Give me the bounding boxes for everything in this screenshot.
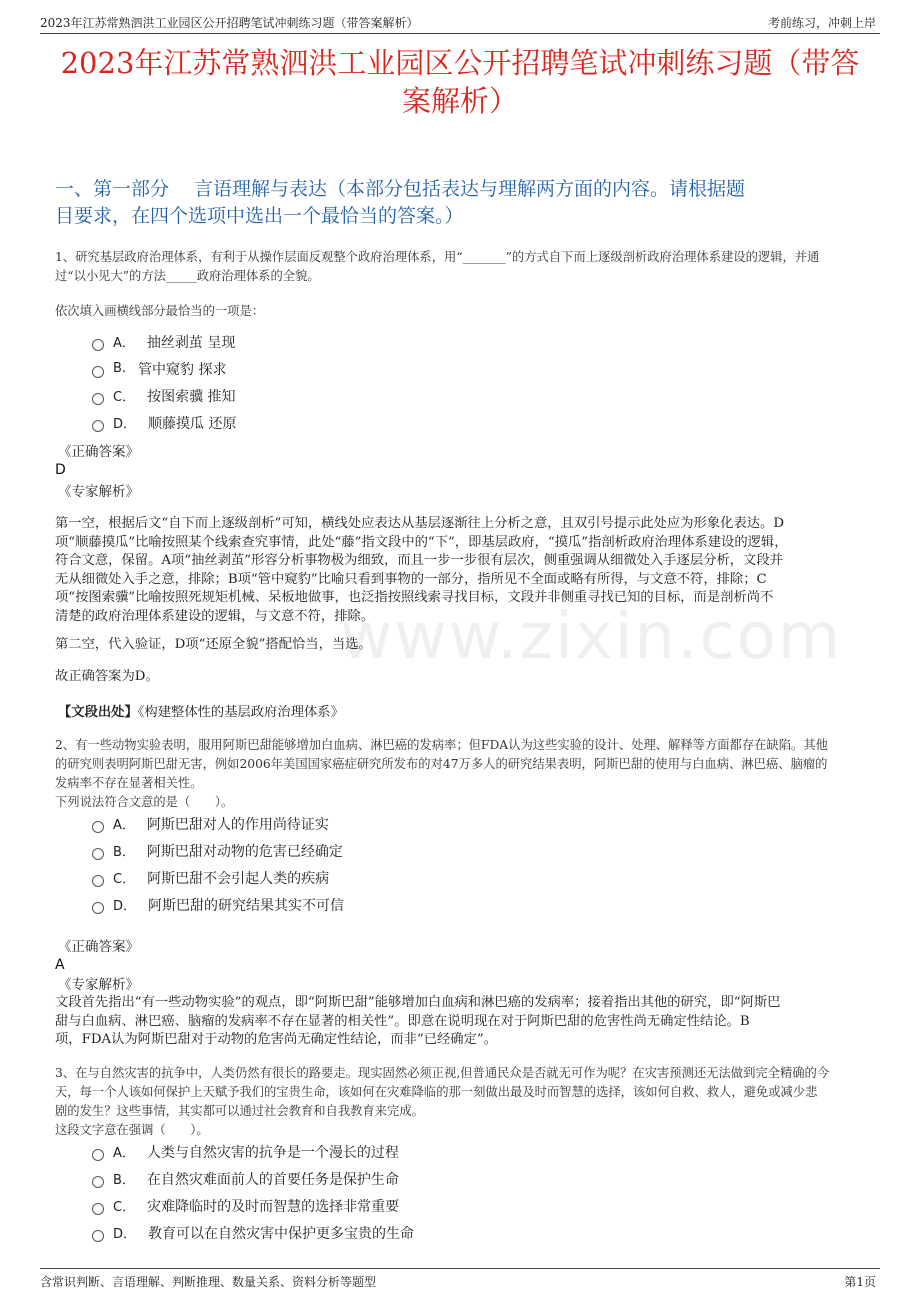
radio-button[interactable] — [92, 1149, 104, 1161]
page-footer — [40, 1268, 880, 1290]
header-doc-title: 2023年江苏常熟泗洪工业园区公开招聘笔试冲刺练习题（带答案解析） — [40, 16, 419, 30]
question-1-prompt: 依次填入画横线部分最恰当的一项是： — [55, 304, 265, 318]
question-1-answer-label: 《正确答案》 — [58, 444, 139, 460]
question-1-answer: D — [55, 462, 66, 478]
question-1-options — [92, 328, 692, 436]
analysis-line: 甜与白血病、淋巴癌、脑瘤的发病率不存在显著的相关性”。即意在说明现在对于阿斯巴甜的危害性尚无确定性结论。B — [55, 1013, 750, 1029]
option-text: 顺藤摸瓜 还原 — [148, 415, 237, 432]
option-letter: C． — [113, 1200, 136, 1215]
question-2-text — [55, 736, 865, 812]
section-heading-line-1: 一、第一部分 言语理解与表达（本部分包括表达与理解两方面的内容。请根据题 — [55, 178, 746, 200]
question-1-text — [55, 248, 865, 286]
question-2-option-c[interactable] — [92, 864, 692, 891]
question-1-analysis-label: 《专家解析》 — [58, 484, 139, 500]
radio-button[interactable] — [92, 339, 104, 351]
document-title-line-2: 案解析） — [401, 84, 518, 118]
question-2-analysis — [55, 994, 865, 1050]
question-1-option-c[interactable] — [92, 382, 692, 409]
option-text: 灾难降临时的及时而智慧的选择非常重要 — [147, 1198, 400, 1215]
radio-button[interactable] — [92, 821, 104, 833]
section-heading-line-2: 目要求，在四个选项中选出一个最恰当的答案。） — [55, 205, 464, 227]
document-title-line-1: 2023年江苏常熟泗洪工业园区公开招聘笔试冲刺练习题（带答 — [60, 46, 860, 80]
question-1-option-b[interactable] — [92, 355, 692, 382]
option-text: 按图索骥 推知 — [147, 388, 236, 405]
analysis-line: 清楚的政府治理体系建设的逻辑，与文意不符，排除。 — [55, 608, 375, 624]
question-2-line: 下列说法符合文意的是（ ）。 — [55, 795, 234, 809]
option-letter: D． — [113, 417, 137, 432]
analysis-line: 项“顺藤摸瓜”比喻按照某个线索查究事情，此处“藤”指文段中的“下”，即基层政府，“摸瓜”指剖析政府治理体系建设的逻辑， — [55, 534, 788, 550]
analysis-line: 无从细微处入手之意，排除；B项“管中窥豹”比喻只看到事物的一部分，指所见不全面或略有所得，与文意不符，排除；C — [55, 571, 767, 587]
option-text: 阿斯巴甜对人的作用尚待证实 — [146, 816, 329, 833]
page-number: 第1页 — [844, 1275, 876, 1289]
option-letter: C． — [113, 872, 136, 887]
question-3-option-d[interactable] — [92, 1219, 692, 1246]
question-3-line: 剧的发生？这些事情，其实都可以通过社会教育和自我教育来完成。 — [55, 1104, 424, 1118]
radio-button[interactable] — [92, 420, 104, 432]
option-text: 抽丝剥茧 呈现 — [146, 334, 236, 351]
header-slogan: 考前练习，冲刺上岸 — [767, 16, 876, 30]
question-1-analysis — [55, 515, 865, 626]
option-letter: A． — [113, 818, 135, 833]
radio-button[interactable] — [92, 1203, 104, 1215]
question-3-text — [55, 1064, 865, 1140]
question-3-line: 3、在与自然灾害的抗争中，人类仍然有很长的路要走。现实固然必须正视,但普通民众是否就无可作为呢？在灾害预测还无法做到完全精确的今 — [55, 1066, 830, 1080]
question-1-option-a[interactable] — [92, 328, 692, 355]
question-2-option-a[interactable] — [92, 810, 692, 837]
analysis-line: 第一空，根据后文“自下而上逐级剖析”可知，横线处应表达从基层逐渐往上分析之意，且双引号提示此处应为形象化表达。D — [55, 516, 784, 531]
question-2-answer-label: 《正确答案》 — [58, 939, 139, 955]
document-title — [40, 44, 880, 120]
option-letter: B. — [113, 361, 127, 376]
question-3-option-a[interactable] — [92, 1138, 692, 1165]
question-3-option-b[interactable] — [92, 1165, 692, 1192]
analysis-line: 项“按图索骥”比喻按照死规矩机械、呆板地做事，也泛指按照线索寻找目标，文段并非侧重寻找已知的目标，而是剖析尚不 — [55, 590, 774, 605]
radio-button[interactable] — [92, 1176, 104, 1188]
watermark: www.zixin.com — [340, 600, 843, 674]
question-3-line: 天，每一个人该如何保护上天赋予我们的宝贵生命，该如何在灾难降临的那一刻做出最及时而智慧的选择，该如何自救、救人，避免或减少悲 — [55, 1085, 818, 1099]
question-2-analysis-label: 《专家解析》 — [58, 977, 139, 993]
option-text: 管中窥豹 探求 — [138, 361, 227, 378]
option-text: 人类与自然灾害的抗争是一个漫长的过程 — [146, 1144, 399, 1161]
analysis-line: 符合文意，保留。A项“抽丝剥茧”形容分析事物极为细致，而且一步一步很有层次，侧重强调从细微处入手逐层分析，文段并 — [55, 553, 783, 568]
radio-button[interactable] — [92, 875, 104, 887]
question-2-line: 2、有一些动物实验表明，服用阿斯巴甜能够增加白血病、淋巴癌的发病率；但FDA认为这些实验的设计、处理、解释等方面都存在缺陷。其他 — [55, 738, 828, 752]
radio-button[interactable] — [92, 902, 104, 914]
question-2-option-d[interactable] — [92, 891, 692, 918]
question-3-options — [92, 1138, 692, 1246]
footer-description: 含常识判断、言语理解、判断推理、数量关系、资料分析等题型 — [40, 1275, 377, 1289]
option-text: 阿斯巴甜对动物的危害已经确定 — [146, 843, 343, 860]
source-label: 【文段出处】 — [58, 705, 138, 720]
option-letter: B． — [113, 1173, 135, 1188]
option-letter: A． — [113, 336, 135, 351]
question-2-option-b[interactable] — [92, 837, 692, 864]
page-header — [40, 12, 880, 34]
radio-button[interactable] — [92, 366, 104, 378]
question-1-analysis-p3: 故正确答案为D。 — [55, 669, 159, 684]
question-1-option-d[interactable] — [92, 409, 692, 436]
question-1-source — [58, 701, 344, 720]
option-text: 在自然灾难面前人的首要任务是保护生命 — [146, 1171, 399, 1188]
analysis-line: 文段首先指出“有一些动物实验”的观点，即“阿斯巴甜”能够增加白血病和淋巴癌的发病率；接着指出其他的研究，即“阿斯巴 — [55, 995, 781, 1010]
option-letter: A． — [113, 1146, 135, 1161]
question-2-line: 发病率不存在显著相关性。 — [55, 776, 203, 790]
question-2-answer: A — [55, 957, 65, 973]
section-heading — [55, 176, 865, 230]
option-letter: C． — [113, 390, 136, 405]
option-text: 阿斯巴甜的研究结果其实不可信 — [148, 897, 345, 914]
question-1-analysis-p2: 第二空，代入验证，D项“还原全貌”搭配恰当，当选。 — [55, 637, 372, 652]
radio-button[interactable] — [92, 848, 104, 860]
radio-button[interactable] — [92, 1230, 104, 1242]
radio-button[interactable] — [92, 393, 104, 405]
question-1-line-1: 1、研究基层政府治理体系，有利于从操作层面反观整个政府治理体系，用“_______”的方式自下而上逐级剖析政府治理体系建设的逻辑，并通 — [55, 250, 820, 264]
question-3-line: 这段文字意在强调（ ）。 — [55, 1123, 209, 1137]
question-2-line: 的研究则表明阿斯巴甜无害，例如2006年美国国家癌症研究所发布的对47万多人的研究结果表明，阿斯巴甜的使用与白血病、淋巴癌、脑瘤的 — [55, 757, 828, 771]
question-3-option-c[interactable] — [92, 1192, 692, 1219]
option-text: 阿斯巴甜不会引起人类的疾病 — [147, 870, 330, 887]
source-title: 《构建整体性的基层政府治理体系》 — [137, 705, 344, 720]
option-letter: D． — [113, 899, 137, 914]
analysis-line: 项，FDA认为阿斯巴甜对于动物的危害尚无确定性结论，而非“已经确定”。 — [55, 1032, 497, 1047]
question-1-line-2: 过“以小见大”的方法_____政府治理体系的全貌。 — [55, 269, 320, 283]
question-2-options — [92, 810, 692, 918]
option-text: 教育可以在自然灾害中保护更多宝贵的生命 — [148, 1225, 415, 1242]
option-letter: D． — [113, 1227, 137, 1242]
option-letter: B． — [113, 845, 135, 860]
